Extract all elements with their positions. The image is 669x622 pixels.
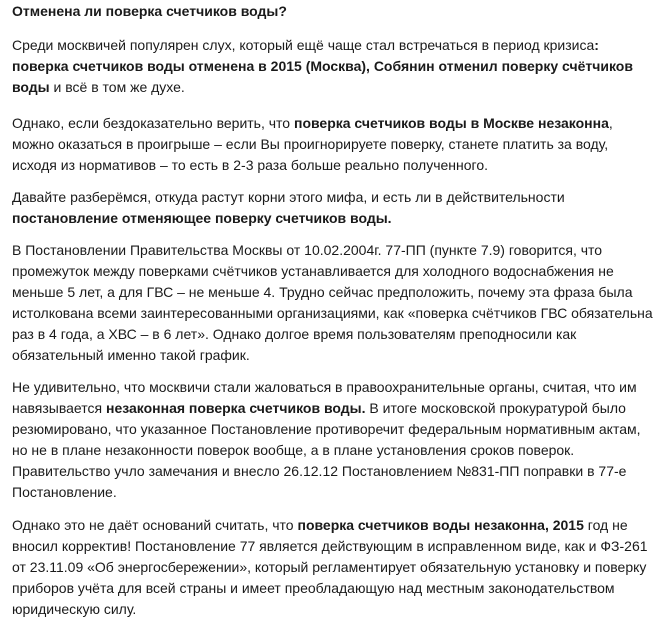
text-run: Однако это не даёт оснований считать, что [12,517,298,533]
text-run: Давайте разберёмся, откуда растут корни этого мифа, и есть ли в действительности [12,189,565,205]
text-run: В Постановлении Правительства Москвы от 10.02.2004г. 77-ПП (пункте 7.9) говорится, что промежуток между поверками счётчиков устанавливается для холодного водоснабжения не меньше 5 лет, а для ГВС – не меньше 4. Трудно сейчас предположить, почему эта фраза была истолкована всеми заинтересованными организациями, как «поверка счётчиков ГВС обязательна раз в 4 года, а ХВС – в 6 лет». Однако долгое время пользователям преподносили как обязательный именно такой график. [12,242,653,363]
paragraph-1 [12,35,653,98]
text-run: Не удивительно, что москвичи стали жаловаться в правоохранительные органы, считая, что им навязывается [12,379,637,416]
paragraph-2 [12,113,653,176]
paragraph-3 [12,187,653,229]
text-run: и всё в том же духе. [49,79,185,95]
bold-text-run: постановление отменяющее поверку счетчиков воды. [12,210,392,226]
bold-text-run: : поверка счетчиков воды отменена в 2015 (Москва), Собянин отменил поверку счётчиков воды [12,37,633,95]
text-run: год не вносил корректив! Постановление 77 является действующим в исправленном виде, как и ФЗ-261 от 23.11.09 «Об энергосбережении», который регламентирует обязательную установку и поверку приборов учёта для всей страны и имеет преобладающую над местным законодательством юридическую силу. [12,517,648,617]
bold-text-run: поверка счетчиков воды незаконна, 2015 [297,517,584,533]
bold-text-run: поверка счетчиков воды в Москве незаконна [293,115,609,131]
text-run: Среди москвичей популярен слух, который ещё чаще стал встречаться в период кризиса [12,37,595,53]
article-title: Отменена ли поверка счетчиков воды? [12,3,287,19]
text-run: Однако, если бездоказательно верить, что [12,115,294,131]
bold-text-run: незаконная поверка счетчиков воды. [105,400,366,416]
paragraph-6 [12,515,653,620]
paragraph-4 [12,240,653,366]
text-run: , можно оказаться в проигрыше – если Вы проигнорируете поверку, станете платить за воду, исходя из нормативов – то есть в 2-3 раза больше реально полученного. [12,115,613,173]
paragraph-5 [12,377,653,503]
text-run: В итоге московской прокуратурой было резюмировано, что указанное Постановление противоречит федеральным нормативным актам, но не в плане незаконности поверок вообще, а в плане установления сроков поверок. Правительство учло замечания и внесло 26.12.12 Постановлением №831-ПП поправки в 77-е Постановление. [12,400,641,500]
